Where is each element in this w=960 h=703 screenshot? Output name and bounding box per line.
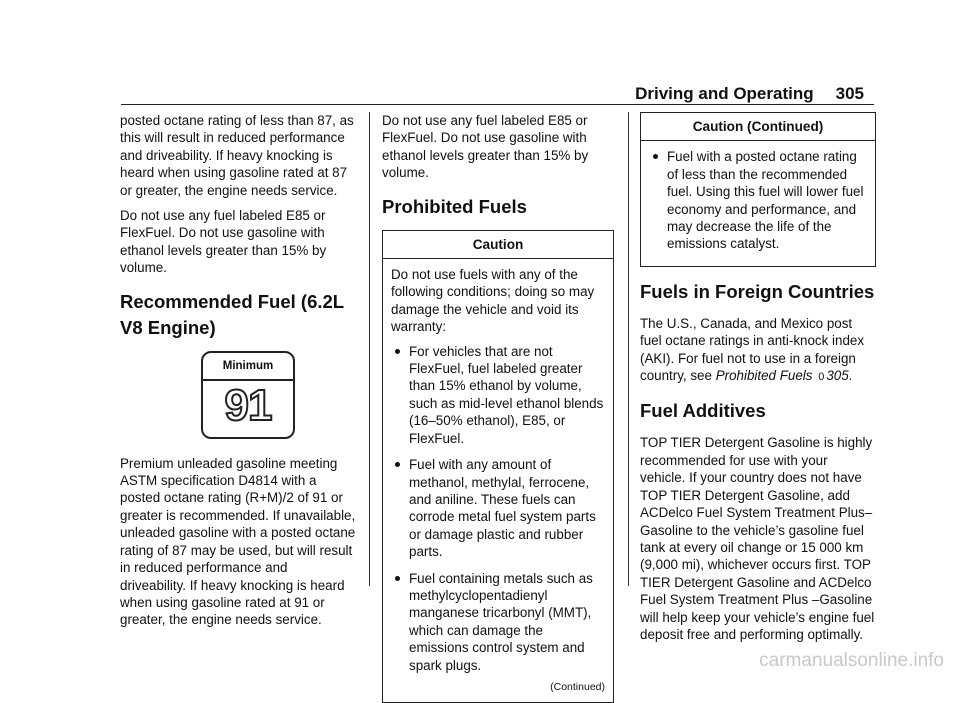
column-divider: [628, 112, 629, 586]
paragraph: posted octane rating of less than 87, as this will result in reduced performance and driveability. If heavy knocking is heard when using gasoline rated at 87 or greater, the engine needs service.: [120, 113, 354, 198]
paragraph: Premium unleaded gasoline meeting ASTM specification D4814 with a posted octane rating (R+M)/2 of 91 or greater is recommended. If unavailable, unleaded gasoline with a posted octane rating of 87 may be used, but will result in reduced performance and driveability. If heavy knocking is heard when using gasoline rated at 91 or greater, the engine needs service.: [120, 455, 356, 628]
badge-label: Minimum: [203, 353, 293, 381]
paragraph: TOP TIER Detergent Gasoline is highly recommended for use with your vehicle. If your country does not have TOP TIER Detergent Gasoline, add ACDelco Fuel System Treatment Plus–Gasoline to the vehicle’s gasoline fuel tank at every oil change or 15 000 km (9,000 mi), whichever occurs first. TOP TIER Detergent Gasoline and ACDelco Fuel System Treatment Plus –Gasoline will help keep your vehicle’s engine fuel deposit free and performing optimally.: [640, 435, 875, 642]
column-right: [640, 112, 876, 651]
caution-title: Caution (Continued): [641, 113, 875, 141]
section-heading-recommended-fuel: Recommended Fuel (6.2L V8 Engine): [120, 290, 345, 338]
column-divider: [369, 112, 370, 586]
caution-list: [391, 343, 605, 674]
page-number: 305: [835, 84, 864, 103]
header-rule: [121, 104, 874, 105]
caution-list-item: Fuel containing metals such as methylcyclopentadienyl manganese tricarbonyl (MMT), which can damage the emissions control system and spark plugs.: [391, 570, 605, 674]
caution-list-item: Fuel with a posted octane rating of less than the recommended fuel. Using this fuel will lower fuel economy and performance, and may decrease the life of the emissions catalyst.: [649, 148, 867, 252]
caution-list-item: For vehicles that are not FlexFuel, fuel labeled greater than 15% ethanol by volume, such as mid-level ethanol blends (16–50% ethanol), E85, or FlexFuel.: [391, 343, 605, 447]
section-heading-prohibited-fuels: Prohibited Fuels: [382, 195, 527, 217]
caution-list-item: Fuel with any amount of methanol, methylal, ferrocene, and aniline. These fuels can corrode metal fuel system parts or damage plastic and rubber parts.: [391, 456, 605, 560]
caution-list: [649, 148, 867, 252]
paragraph: Do not use any fuel labeled E85 or FlexFuel. Do not use gasoline with ethanol levels greater than 15% by volume.: [382, 113, 589, 181]
column-middle: [382, 112, 614, 703]
section-heading-foreign-fuels: Fuels in Foreign Countries: [640, 280, 875, 302]
running-header: [635, 84, 864, 104]
watermark: carmanualsonline.info: [759, 650, 944, 671]
page-reference-icon: 0: [818, 371, 825, 384]
caution-box: [382, 230, 614, 703]
reference-page[interactable]: 305: [826, 368, 849, 384]
section-title: Driving and Operating: [635, 84, 814, 103]
paragraph: Do not use any fuel labeled E85 or FlexFuel. Do not use gasoline with ethanol levels greater than 15% by volume.: [120, 208, 327, 276]
cross-reference-link[interactable]: Prohibited Fuels: [715, 368, 813, 384]
paragraph: The U.S., Canada, and Mexico post fuel octane ratings in anti-knock index (AKI). For fuel not to use in a foreign country, see Prohibited Fuels 0 305.: [640, 315, 865, 384]
caution-box-continued: [640, 112, 876, 267]
continued-note: (Continued): [550, 680, 605, 693]
caution-intro: Do not use fuels with any of the following conditions; doing so may damage the vehicle and void its warranty:: [391, 267, 595, 335]
section-heading-fuel-additives: Fuel Additives: [640, 400, 766, 422]
column-left: [120, 112, 356, 637]
caution-title: Caution: [383, 231, 613, 259]
octane-label-figure: [140, 351, 356, 439]
octane-badge: [201, 351, 295, 439]
badge-value: 91: [224, 381, 272, 431]
